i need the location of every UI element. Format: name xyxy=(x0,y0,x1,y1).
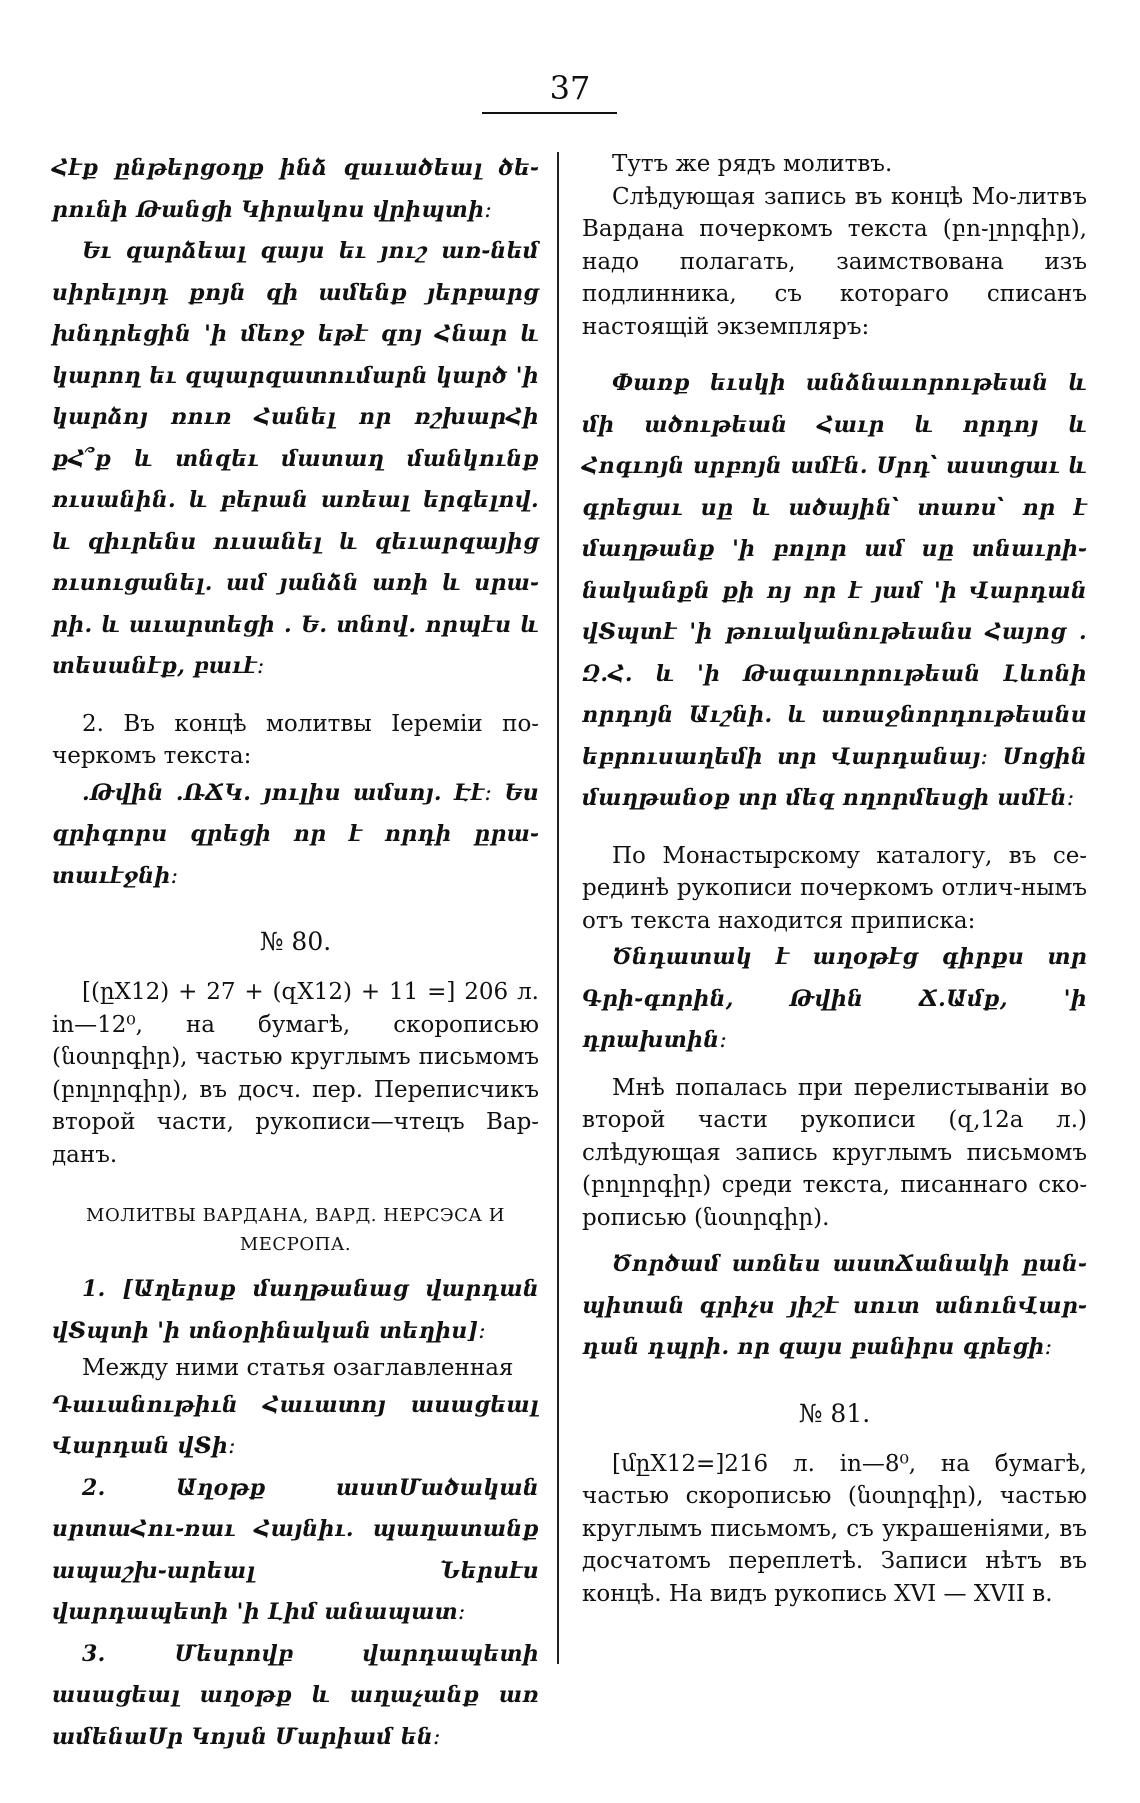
right-column xyxy=(582,148,1087,1610)
list-item-3: 3. Մեսրովբ վարդապետի ասացեալ աղօթք և աղաչանք առ ամենաՍր Կոյսն Մարիամ են։ xyxy=(52,1640,539,1750)
page-number: 37 xyxy=(549,69,591,107)
list-item-1: 1. [Աղերսք մաղթանաց վարդան վՏպտի 'ի տնօրինական տեղիս]։ xyxy=(52,1276,539,1344)
armenian-colophon-3: ․Թվին ․ՌՃԿ․ յուլիս ամսոյ. Էէ։ Ես զրիգորս զրեցի որ է որդի ըրա֊տաւէջնի։ xyxy=(52,779,539,889)
note-prayer-ieremia: 2. Въ концѣ молитвы Іереміи по֊черкомъ текста: xyxy=(52,710,539,769)
manuscript-number-81: № 81. xyxy=(798,1398,871,1428)
manuscript-81-description: [մըX12=]216 л. in—8⁰, на бумагѣ, частью скорописью (նօտրգիր), частью круглымъ письмомъ, съ украшеніями, въ досчатомъ переплетѣ. Записи нѣтъ въ концѣ. На видъ рукопись XVI — XVII в. xyxy=(582,1450,1087,1607)
note-vardan-colophon: Слѣдующая запись въ концѣ Мо֊литвъ Вардана почеркомъ текста (բո֊լորգիր), надо полагать, заимствована изъ подлинника, съ котораго списанъ настоящій экземпляръ: xyxy=(582,183,1087,340)
column-divider xyxy=(557,152,559,1664)
manuscript-80-description: [(ըX12) + 27 + (զX12) + 11 =] 206 л. in—12⁰, на бумагѣ, скорописью (նօտրգիր), частью круглымъ письмомъ (բոլորգիր), въ досч. пер. Переписчикъ второй части, рукописи—чтецъ Вар֊данъ. xyxy=(52,979,539,1168)
armenian-colophon-grigor: Ծնդատակ է աղօթէց գիրքս տր Գրի֊գորին, Թվին Ճ․Ամք, 'ի դրախտին։ xyxy=(582,944,1087,1053)
section-heading: МОЛИТВЫ ВАРДАНА, ВАРД. НЕРСЭСА И МЕСРОПА. xyxy=(86,1205,505,1255)
note-monastery-catalog: По Монастырскому каталогу, въ се֊рединѣ рукописи почеркомъ отлич֊нымъ отъ текста находится приписка: xyxy=(582,842,1087,934)
page-number-rule xyxy=(482,112,617,114)
note-prayer-row: Тутъ же рядъ молитвъ. xyxy=(612,151,893,177)
armenian-colophon-vardan-dpir: Ծործամ առնես աստՃանակի ըան֊պիտան գրիչս յիշէ սուտ անունՎար֊դան դպրի. որ զայս բանիրս գրեցի։ xyxy=(582,1251,1087,1360)
note-second-part: Мнѣ попалась при перелистываніи во второй части рукописи (զ,12а л.) слѣдующая запись круглымъ письмомъ (բոլորգիր) среди текста, писаннаго ско֊рописью (նօտրգիր). xyxy=(582,1074,1087,1231)
list-item-2: 2. Աղօթք աստՄածական սրտաՀու֊ռաւ Հայնիւ․ պաղատանք ապաշխ֊արեալ Ներսէս վարդապետի 'ի Լիմ անապատ։ xyxy=(52,1474,539,1625)
armenian-colophon-vardan: Փառք եւսկի անձնաւորութեան և մի ածութեան Հաւր և որդոյ և Հոգւոյն սրբոյն ամէն. Սրդ՝ աստցաւ և գրեցաւ սը և ածային՝ տառս՝ որ է մաղթանք 'ի բոլոր ամ սը տնաւրի֊նականքն քի ոյ որ է յամ 'ի Վարդան վՏպտէ 'ի թուականութեանս Հայոց ․Զ․Հ․ և 'ի Թագաւորութեան Լևոնի որդոյն Աւշնի․ և առաջնորդութեանս եբրուսաղեմի տր Վարդանայ։ Սոցին մաղթանօք տր մեզ ողորմեսցի ամէն։ xyxy=(582,370,1087,811)
note-between-items: Между ними статья озаглавленная xyxy=(82,1355,514,1381)
armenian-title-creed: Դաւանութիւն Հաւատոյ ասացեալ Վարդան վՏի։ xyxy=(52,1391,539,1459)
armenian-colophon-2: Եւ զարձեալ զայս եւ յուշ առ֊նեմ սիրելոյդ քոյն զի ամենք յերբարց խնդրեցին 'ի մեռջ եթէ զոյ Հնար և կարող եւ զպարզատումարն կարծ 'ի կարձոյ ռուռ Հանել որ ռշխարՀի քՀ՞ք և տնզեւ մատաղ մանկունք ռւսանին. և բերան առեալ երգելով. և զիւրենս ուսանել և զեւարզայից ռւսուցանել. ամ յանձն առի և սրա֊րի. և աւարտեցի ․ Ե․ տնով. որպէս և տեսանէք, բաւէ։ xyxy=(52,238,539,679)
manuscript-number-80: № 80. xyxy=(259,927,332,956)
left-column xyxy=(52,148,539,1758)
armenian-colophon-1: Հէք ընթերցօղք ինձ զաւածեալ ծե֊րունի Թանցի Կիրակոս վրիպտի։ xyxy=(52,155,539,223)
